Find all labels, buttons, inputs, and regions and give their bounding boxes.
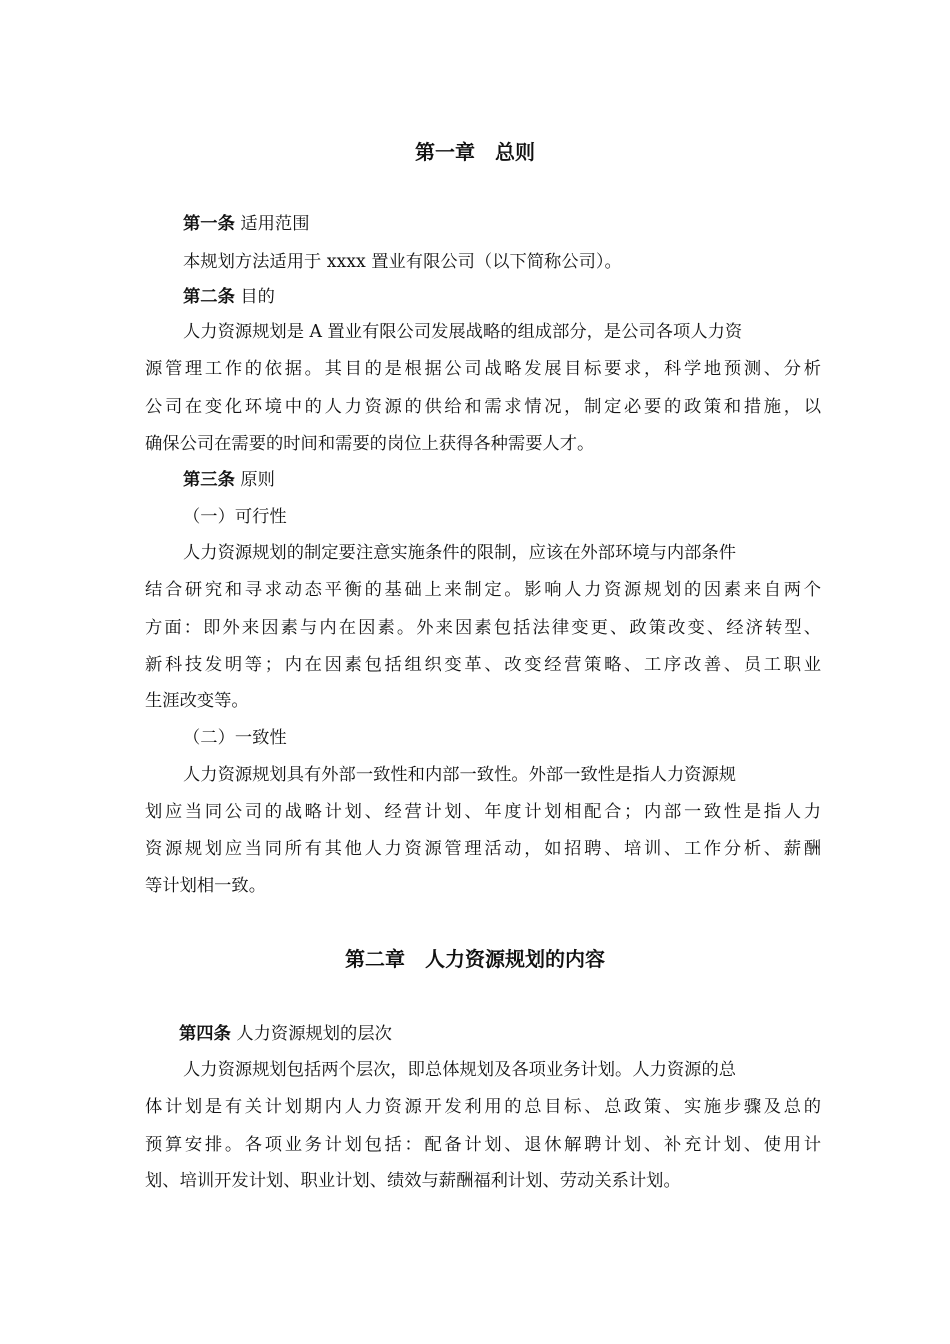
article-1-text: 本规划方法适用于 xxxx 置业有限公司（以下简称公司）。 — [183, 252, 622, 272]
article-4-title: 人力资源规划的层次 — [236, 1024, 392, 1044]
article-2-heading-line — [183, 286, 275, 308]
paragraph-line: 等计划相一致。 — [145, 876, 266, 896]
paragraph-line: 公司在变化环境中的人力资源的供给和需求情况，制定必要的政策和措施，以 — [145, 397, 821, 417]
article-1-heading-line — [183, 213, 310, 235]
chapter-2-title: 第二章 人力资源规划的内容 — [345, 947, 605, 971]
paragraph-line: 划应当同公司的战略计划、经营计划、年度计划相配合；内部一致性是指人力 — [145, 802, 821, 822]
chapter-1-title: 第一章 总则 — [415, 140, 535, 164]
article-4-heading-line — [179, 1023, 392, 1045]
article-2-label: 第二条 — [183, 287, 235, 307]
paragraph-line: 人力资源规划具有外部一致性和内部一致性。外部一致性是指人力资源规 — [183, 765, 737, 785]
subsection-2-title: （二）一致性 — [183, 728, 287, 748]
article-3-heading-line — [183, 469, 275, 491]
paragraph-line: 源管理工作的依据。其目的是根据公司战略发展目标要求，科学地预测、分析 — [145, 359, 821, 379]
paragraph-line: 人力资源规划包括两个层次，即总体规划及各项业务计划。人力资源的总 — [183, 1060, 737, 1080]
article-1-title: 适用范围 — [240, 214, 310, 234]
paragraph-line: 方面：即外来因素与内在因素。外来因素包括法律变更、政策改变、经济转型、 — [145, 618, 821, 638]
article-3-title: 原则 — [240, 470, 275, 490]
article-2-title: 目的 — [240, 287, 275, 307]
paragraph-line: 资源规划应当同所有其他人力资源管理活动，如招聘、培训、工作分析、薪酬 — [145, 839, 821, 859]
paragraph-line: 人力资源规划是 A 置业有限公司发展战略的组成部分，是公司各项人力资 — [183, 322, 743, 342]
paragraph-line: 人力资源规划的制定要注意实施条件的限制，应该在外部环境与内部条件 — [183, 543, 737, 563]
paragraph-line: 预算安排。各项业务计划包括：配备计划、退休解聘计划、补充计划、使用计 — [145, 1135, 821, 1155]
article-3-label: 第三条 — [183, 470, 235, 490]
article-1-label: 第一条 — [183, 214, 235, 234]
article-4-label: 第四条 — [179, 1024, 231, 1044]
paragraph-line: 结合研究和寻求动态平衡的基础上来制定。影响人力资源规划的因素来自两个 — [145, 580, 821, 600]
subsection-1-title: （一）可行性 — [183, 507, 287, 527]
paragraph-line: 新科技发明等；内在因素包括组织变革、改变经营策略、工序改善、员工职业 — [145, 655, 821, 675]
paragraph-line: 体计划是有关计划期内人力资源开发利用的总目标、总政策、实施步骤及总的 — [145, 1097, 821, 1117]
paragraph-line: 确保公司在需要的时间和需要的岗位上获得各种需要人才。 — [145, 434, 595, 454]
paragraph-line: 生涯改变等。 — [145, 691, 249, 711]
paragraph-line: 划、培训开发计划、职业计划、绩效与薪酬福利计划、劳动关系计划。 — [145, 1171, 681, 1191]
